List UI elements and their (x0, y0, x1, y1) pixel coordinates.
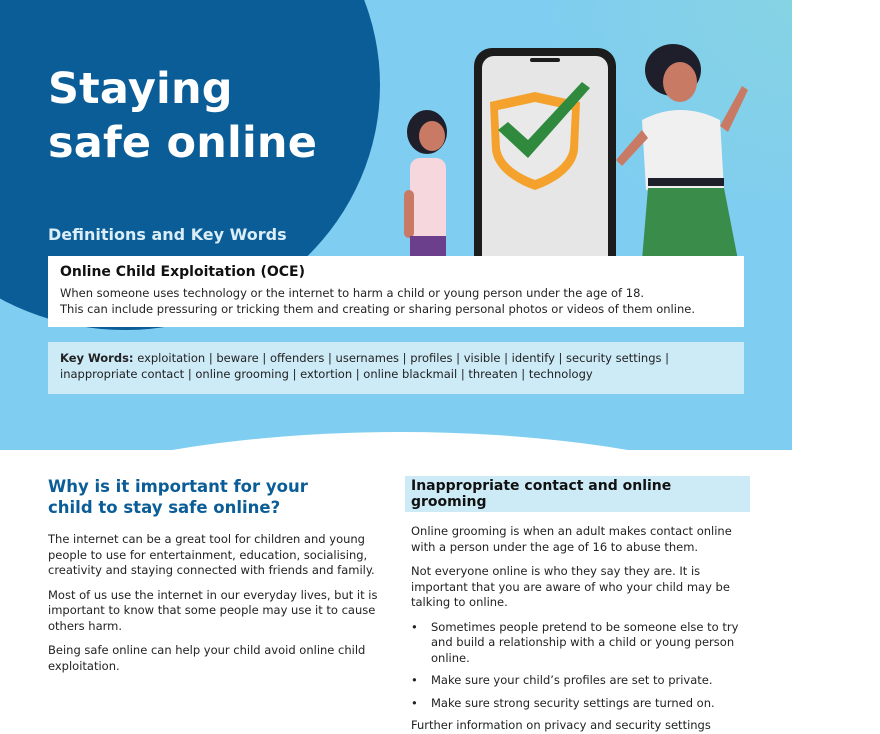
list-item: • Make sure your child’s profiles are set to private. (411, 673, 750, 689)
importance-heading-line-2: child to stay safe online? (48, 498, 281, 517)
definitions-heading: Definitions and Key Words (48, 225, 287, 244)
key-words-label: Key Words: (60, 351, 134, 365)
list-item: • Make sure strong security settings are turned on. (411, 696, 750, 712)
page-title (48, 62, 317, 170)
key-words-list-1: exploitation | beware | offenders | usernames | profiles | visible | identify | security settings | (133, 351, 670, 365)
adult-figure (616, 44, 748, 260)
importance-paragraph-3: Being safe online can help your child avoid online child exploitation. (48, 643, 366, 673)
title-line-2: safe online (48, 118, 318, 168)
oce-term: Online Child Exploitation (OCE) (60, 264, 305, 280)
title-line-1: Staying (48, 64, 233, 114)
oce-definition-card (48, 256, 744, 327)
importance-heading (48, 476, 388, 518)
grooming-further-info: Further information on privacy and security settings (411, 718, 711, 732)
grooming-heading: Inappropriate contact and online grooming (405, 476, 750, 512)
list-item: • Sometimes people pretend to be someone else to try and build a relationship with a child or young person online. (411, 620, 750, 667)
importance-section (48, 476, 388, 683)
key-words-line-2: inappropriate contact | online grooming | extortion | online blackmail | threaten | technology (60, 367, 593, 381)
oce-definition-line-2: This can include pressuring or tricking them and creating or sharing personal photos or videos of them online. (60, 302, 695, 316)
key-words-line-1 (60, 350, 732, 366)
grooming-paragraph-1: Online grooming is when an adult makes contact online with a person under the age of 16 to abuse them. (411, 524, 732, 554)
importance-paragraph-2: Most of us use the internet in our everyday lives, but it is important to know that some people may use it to cause others harm. (48, 587, 378, 633)
phone-shield-check-illustration (390, 40, 792, 260)
grooming-paragraph-2: Not everyone online is who they say they are. It is important that you are aware of who your child may be talking to online. (411, 564, 730, 609)
grooming-bullet-list (405, 620, 750, 712)
key-words-card (48, 342, 744, 394)
importance-paragraph-1: The internet can be a great tool for children and young people to use for entertainment, education, socialising, creativity and staying connected with friends and family. (48, 532, 375, 577)
child-figure (404, 110, 447, 260)
grooming-section (405, 476, 750, 734)
importance-heading-line-1: Why is it important for your (48, 477, 308, 496)
oce-definition-line-1: When someone uses technology or the internet to harm a child or young person under the age of 18. (60, 286, 645, 300)
